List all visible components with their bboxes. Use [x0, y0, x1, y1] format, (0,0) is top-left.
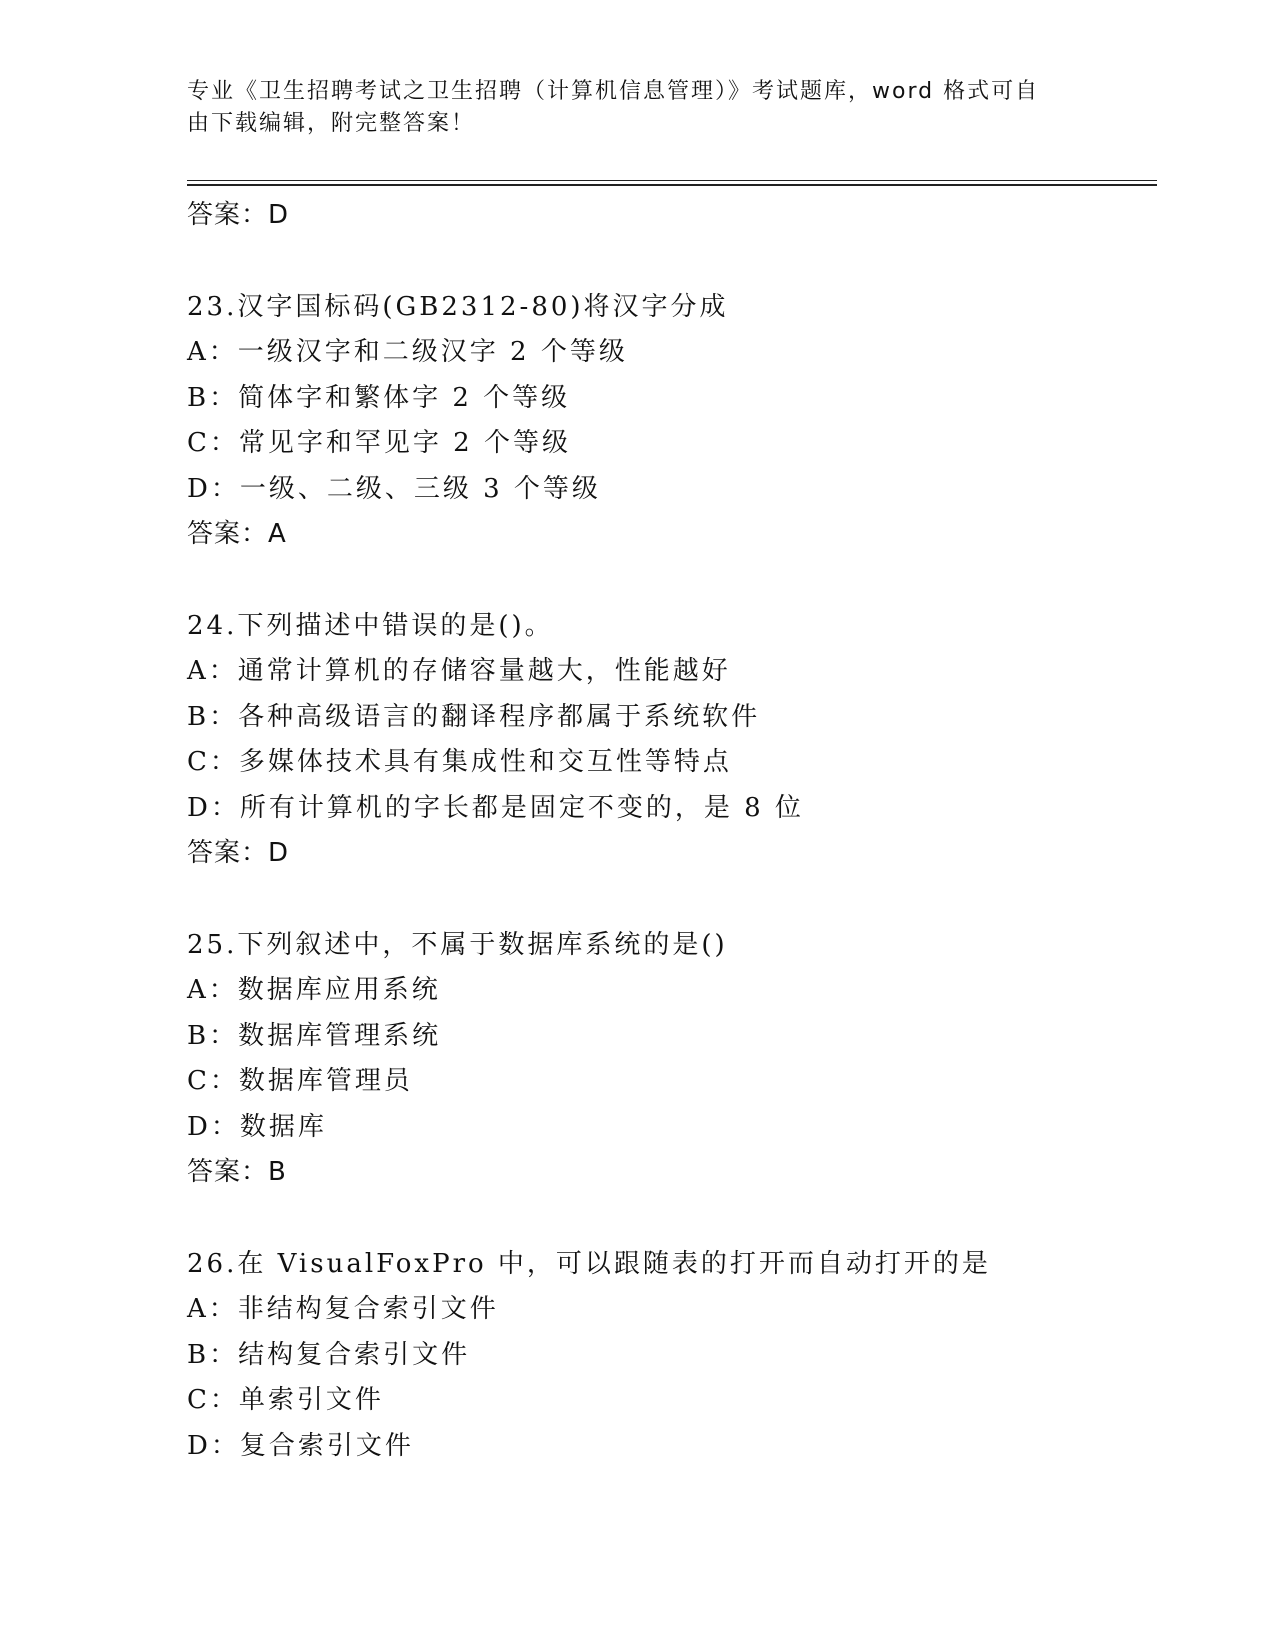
question-25 — [187, 923, 1147, 1196]
option-d: D：复合索引文件 — [187, 1430, 414, 1461]
option-b: B：数据库管理系统 — [187, 1020, 442, 1051]
document-header — [187, 76, 1087, 140]
option-a: A：一级汉字和二级汉字 2 个等级 — [187, 337, 628, 367]
question-stem: 24.下列描述中错误的是()。 — [187, 610, 554, 641]
answer: 答案：D — [187, 838, 290, 868]
previous-answer: 答案：D — [187, 200, 290, 230]
option-a: A：通常计算机的存储容量越大，性能越好 — [187, 656, 731, 686]
option-a: A：非结构复合索引文件 — [187, 1294, 499, 1324]
spacer — [187, 558, 1147, 604]
option-c: C：常见字和罕见字 2 个等级 — [187, 428, 571, 458]
spacer — [187, 877, 1147, 923]
question-stem: 23.汉字国标码(GB2312-80)将汉字分成 — [187, 291, 729, 322]
question-list — [187, 193, 1147, 1469]
spacer — [187, 239, 1147, 285]
question-23 — [187, 285, 1147, 558]
header-line-1: 专业《卫生招聘考试之卫生招聘（计算机信息管理）》考试题库，word 格式可自 — [187, 79, 1040, 104]
question-26 — [187, 1242, 1147, 1470]
option-b: B：结构复合索引文件 — [187, 1339, 471, 1370]
answer: 答案：A — [187, 519, 287, 549]
option-a: A：数据库应用系统 — [187, 975, 441, 1005]
question-24 — [187, 604, 1147, 877]
option-c: C：多媒体技术具有集成性和交互性等特点 — [187, 747, 732, 777]
option-d: D：数据库 — [187, 1111, 327, 1142]
option-b: B：简体字和繁体字 2 个等级 — [187, 382, 571, 413]
option-c: C：单索引文件 — [187, 1385, 384, 1415]
header-divider-thick — [187, 184, 1157, 186]
option-d: D：一级、二级、三级 3 个等级 — [187, 473, 601, 504]
question-stem: 26.在 VisualFoxPro 中，可以跟随表的打开而自动打开的是 — [187, 1248, 991, 1279]
question-stem: 25.下列叙述中，不属于数据库系统的是() — [187, 929, 728, 960]
header-line-2: 由下载编辑，附完整答案！ — [187, 111, 476, 136]
header-divider-thin — [187, 180, 1157, 181]
option-d: D：所有计算机的字长都是固定不变的，是 8 位 — [187, 792, 804, 823]
answer: 答案：B — [187, 1157, 287, 1187]
option-b: B：各种高级语言的翻译程序都属于系统软件 — [187, 701, 761, 732]
spacer — [187, 1196, 1147, 1242]
option-c: C：数据库管理员 — [187, 1066, 413, 1096]
